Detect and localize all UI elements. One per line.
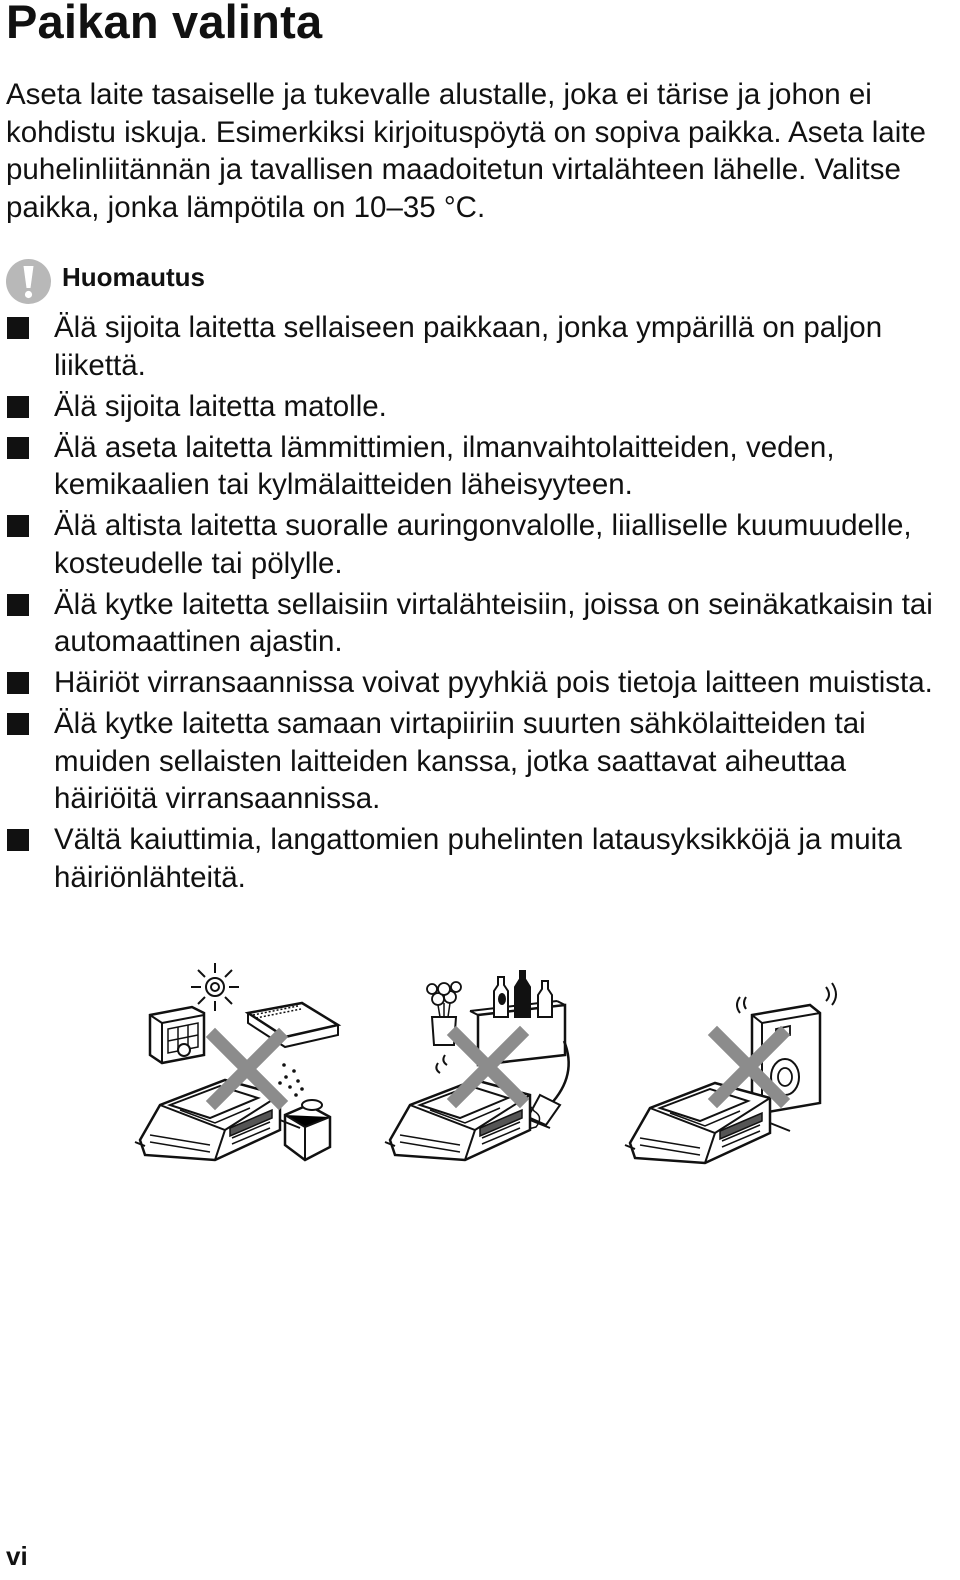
intro-paragraph: Aseta laite tasaiselle ja tukevalle alustalle, joka ei tärise ja johon ei kohdistu iskuja. Esimerkiksi kirjoituspöytä on sopiva paikka. Aseta laite puhelinliitännän ja tavallisen maadoitetun virtalähteen lähelle. Valitse paikka, jonka lämpötila on 10–35 °C.: [6, 78, 926, 224]
exclamation-icon: [6, 259, 51, 304]
bullet-square-icon: [7, 713, 29, 735]
list-item: [0, 664, 960, 702]
list-item: [0, 705, 960, 818]
note-list: [0, 309, 960, 900]
list-item-text: Älä kytke laitetta samaan virtapiiriin suurten sähkölaitteiden tai muiden sellaisten laitteiden kanssa, jotka saattavat aiheuttaa häiriöitä virransaannissa.: [54, 707, 866, 815]
list-item: [0, 507, 960, 582]
list-item-text: Vältä kaiuttimia, langattomien puhelinten latausyksikköjä ja muita häiriönlähteitä.: [54, 823, 902, 894]
page-number: vi: [6, 1541, 28, 1571]
printer-near-water-chemicals-dust-illustration: [385, 971, 569, 1160]
list-item-text: Älä sijoita laitetta matolle.: [54, 389, 387, 423]
list-item: [0, 586, 960, 661]
bullet-square-icon: [7, 594, 29, 616]
list-item-text: Älä sijoita laitetta sellaiseen paikkaan, jonka ympärillä on paljon liikettä.: [54, 311, 883, 382]
list-item-text: Älä aseta laitetta lämmittimien, ilmanvaihtolaitteiden, veden, kemikaalien tai kylmälaitteiden läheisyyteen.: [54, 430, 835, 501]
list-item: [0, 429, 960, 504]
list-item: [0, 821, 960, 896]
bullet-square-icon: [7, 317, 29, 339]
list-item: [0, 388, 960, 426]
page-title: Paikan valinta: [6, 0, 323, 48]
printer-near-speaker-illustration: [625, 983, 836, 1163]
bullet-square-icon: [7, 515, 29, 537]
printer-near-heater-sun-humidifier-illustration: [135, 963, 338, 1160]
list-item: [0, 309, 960, 384]
list-item-text: Älä altista laitetta suoralle auringonvalolle, liialliselle kuumuudelle, kosteudelle tai pölylle.: [54, 509, 912, 580]
bullet-square-icon: [7, 672, 29, 694]
bullet-square-icon: [7, 437, 29, 459]
bullet-square-icon: [7, 396, 29, 418]
placement-illustrations: [120, 955, 840, 1170]
list-item-text: Häiriöt virransaannissa voivat pyyhkiä pois tietoja laitteen muistista.: [54, 666, 933, 699]
bullet-square-icon: [7, 829, 29, 851]
list-item-text: Älä kytke laitetta sellaisiin virtalähteisiin, joissa on seinäkatkaisin tai automaattinen ajastin.: [54, 587, 933, 658]
note-title: Huomautus: [62, 262, 205, 292]
